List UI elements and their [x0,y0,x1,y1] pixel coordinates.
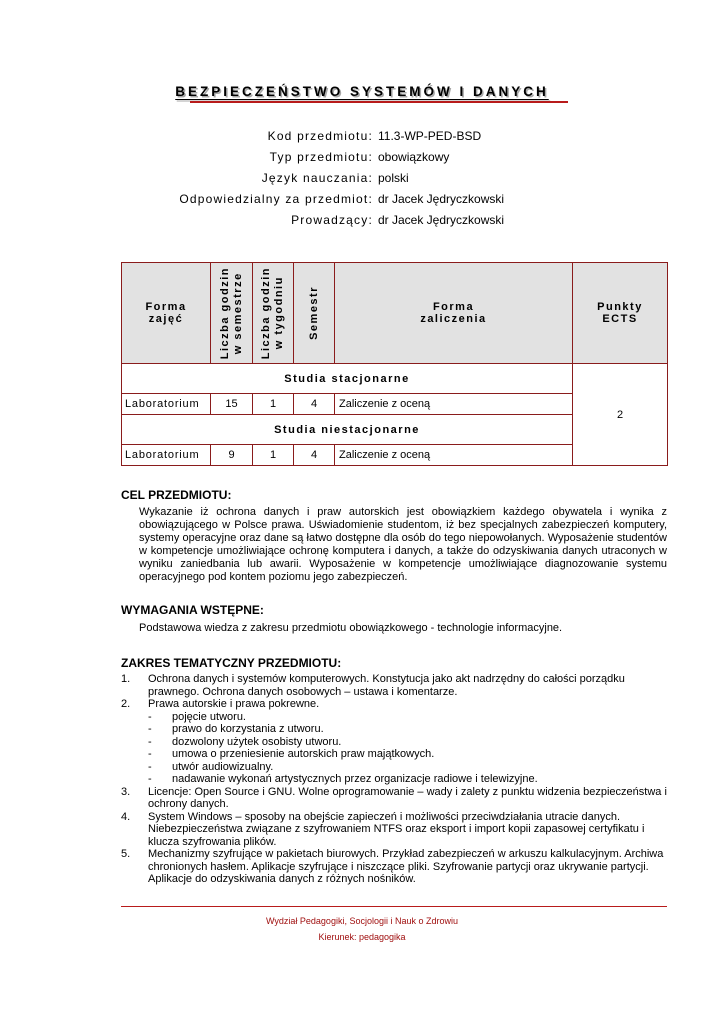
section-heading: WYMAGANIA WSTĘPNE: [121,603,264,617]
list-item [121,786,667,811]
item-text: Prawa autorskie i prawa pokrewne. [148,698,320,710]
footer-field: Kierunek: pedagogika [318,932,406,942]
header-line: ECTS [602,313,638,325]
list-item: - prawo do korzystania z utworu. [148,723,667,736]
cell-godz-sem: 9 [211,445,253,466]
header-semestr [294,263,335,364]
list-item: - umowa o przeniesienie autorskich praw majątkowych. [148,748,667,761]
ects-value: 2 [573,364,668,466]
section-heading: CEL PRZEDMIOTU: [121,488,232,502]
header-line: Liczba godzin [260,266,272,360]
meta-key: Język nauczania: [261,171,373,185]
header-line: Forma [145,301,187,313]
meta-row-responsible [0,189,724,210]
section-row-stacjonarne [122,364,668,394]
header-vertical-text: Semestr [307,286,320,340]
list-item: - nadawanie wykonań artystycznych przez organizacje radiowe i telewizyjne. [148,773,667,786]
meta-row-code [0,126,724,147]
item-number: 1. [121,673,131,685]
meta-row-type [0,147,724,168]
list-item: - dozwolony użytek osobisty utworu. [148,736,667,749]
item-number: 4. [121,810,131,823]
topic-list [121,673,667,886]
header-vertical-text [219,267,245,359]
header-godz-semestr [211,263,253,364]
cell-godz-sem: 15 [211,394,253,415]
meta-key: Kod przedmiotu: [267,129,373,143]
cell-semestr: 4 [294,394,335,415]
list-item: - utwór audiowizualny. [148,761,667,774]
meta-key: Odpowiedzialny za przedmiot: [179,192,373,206]
header-forma-zajec [122,263,211,364]
header-line: zajęć [148,313,184,325]
course-hours-table [121,262,668,466]
header-line: Liczba godzin [218,266,231,360]
item-text: Licencje: Open Source i GNU. Wolne oprogramowanie – wady i zalety z punktu widzenia bezpieczeństwa i ochrony danych. [148,785,667,810]
cell-zaliczenie: Zaliczenie z oceną [335,394,573,415]
header-ects [573,263,668,364]
list-item [121,848,667,886]
section-zakres [121,656,667,886]
cell-forma: Laboratorium [122,394,211,415]
footer-faculty: Wydział Pedagogiki, Socjologii i Nauk o Zdrowiu [265,916,458,926]
meta-value: dr Jacek Jędryczkowski [378,213,505,227]
item-number: 3. [121,785,131,798]
cell-forma: Laboratorium [122,445,211,466]
section-text: Podstawowa wiedza z zakresu przedmiotu obowiązkowego - technologie informacyjne. [139,622,563,634]
section-label: Studia stacjonarne [122,364,573,394]
subtopic-list [148,711,667,786]
section-heading: ZAKRES TEMATYCZNY PRZEDMIOTU: [121,656,342,670]
meta-key: Prowadzący: [291,213,373,227]
meta-row-language [0,168,724,189]
header-godz-tydzien [253,263,294,364]
item-text: Ochrona danych i systemów komputerowych. Konstytucja jako akt nadrzędny do całości porządku prawnego. Ochrona danych osobowych – ustawa i komentarze. [148,673,625,698]
meta-row-lecturer [0,210,724,231]
meta-key: Typ przedmiotu: [269,150,373,164]
footer-divider [121,906,667,907]
cell-zaliczenie: Zaliczenie z oceną [335,445,573,466]
item-number: 2. [121,698,131,710]
section-label: Studia niestacjonarne [122,415,573,445]
header-line: Punkty [597,301,643,313]
list-item [121,698,667,786]
list-item [121,673,667,698]
list-item: - pojęcie utworu. [148,711,667,724]
title-underline [190,101,568,103]
header-line: zaliczenia [420,313,487,325]
course-meta [0,126,724,231]
section-wymagania [121,603,667,635]
header-line: w semestrze [231,272,244,354]
header-line: Forma [432,301,475,313]
header-forma-zaliczenia [335,263,573,364]
meta-value: dr Jacek Jędryczkowski [378,192,505,206]
document-title: BEZPIECZEŃSTWO SYSTEMÓW I DANYCH [175,84,549,99]
cell-godz-tyg: 1 [253,394,294,415]
page-footer [0,913,724,945]
item-text: Mechanizmy szyfrujące w pakietach biurowych. Przykład zabezpieczeń w arkuszu kalkulacyjnym. Archiwa chronionych hasłem. Aplikacje szyfrujące i niszczące pliki. Szyfrowanie partycji oraz ukrywanie partycji. Aplikacje do odzyskiwania danych z różnych nośników. [148,848,664,885]
table-header-row [122,263,668,364]
cell-semestr: 4 [294,445,335,466]
document-title-wrap [0,83,724,101]
section-text: Wykazanie iż ochrona danych i praw autorskich jest obowiązkiem każdego obywatela i wynika z obowiązującego w Polsce prawa. Uświadomienie studentom, iż bez specjalnych zabezpieczeń komputery, systemy operacyjne oraz dane są łatwo dostępne dla osób do tego niepowołanych. Wyposażenie studentów w kompetencje umożliwiające ochronę komputera i danych, a także do odzyskiwania danych utraconych w wyniku zaniedbania lub awarii. Wyposażenie w kompetencje umożliwiające diagnozowanie systemu operacyjnego pod kontem poziomu jego zabezpieczeń. [139,506,667,583]
item-number: 5. [121,848,131,860]
header-vertical-text [260,267,286,359]
header-line: w tygodniu [273,276,285,350]
meta-value: 11.3-WP-PED-BSD [378,129,482,143]
meta-value: polski [378,171,409,185]
item-text: System Windows – sposoby na obejście zapieczeń i możliwości przeciwdziałania utracie danych. Niebezpieczeństwa związane z szyfrowaniem NTFS oraz eksport i import kopii zapasowej certyfikatu i klucza szyfrowania plików. [148,810,645,848]
section-cel [121,488,667,584]
cell-godz-tyg: 1 [253,445,294,466]
list-item [121,811,667,849]
meta-value: obowiązkowy [378,150,450,164]
